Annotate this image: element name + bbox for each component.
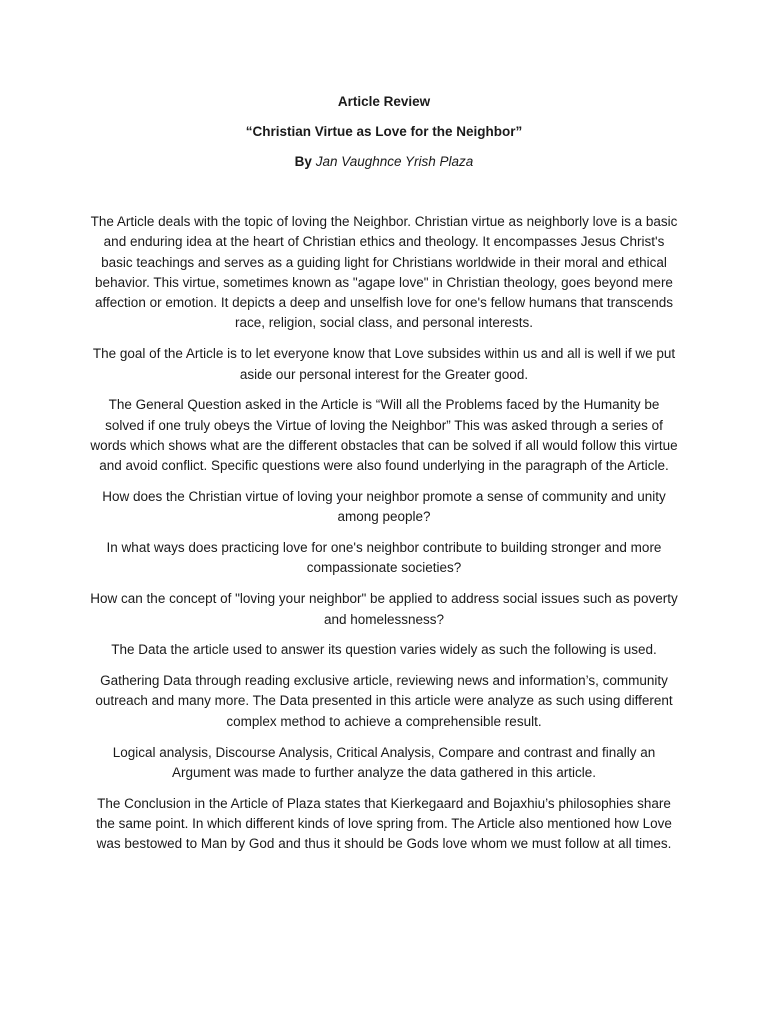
author-name: Jan Vaughnce Yrish Plaza bbox=[315, 154, 474, 169]
byline bbox=[88, 152, 680, 172]
paragraph-general-question: The General Question asked in the Article is “Will all the Problems faced by the Humanity be solved if one truly obeys the Virtue of loving the Neighbor” This was asked through a series of words which shows what are the different obstacles that can be solved if all would follow this virtue and avoid conflict. Specific questions were also found underlying in the paragraph of the Article. bbox=[90, 397, 678, 474]
by-label: By bbox=[294, 154, 312, 169]
document-page bbox=[88, 92, 680, 865]
paragraph-question-3: How can the concept of "loving your neighbor" be applied to address social issues such as poverty and homelessness? bbox=[90, 591, 678, 627]
paragraph-data: The Data the article used to answer its question varies widely as such the following is used. bbox=[111, 642, 657, 658]
paragraph-question-2: In what ways does practicing love for one's neighbor contribute to building stronger and more compassionate societies? bbox=[106, 540, 662, 576]
paragraph-data-gathering: Gathering Data through reading exclusive article, reviewing news and information’s, community outreach and many more. The Data presented in this article were analyze as such using different complex method to achieve a comprehensible result. bbox=[95, 673, 673, 729]
paragraph-question-1: How does the Christian virtue of loving your neighbor promote a sense of community and unity among people? bbox=[102, 489, 666, 525]
article-title: “Christian Virtue as Love for the Neighbor” bbox=[245, 124, 523, 139]
paragraph-conclusion: The Conclusion in the Article of Plaza states that Kierkegaard and Bojaxhiu’s philosophies share the same point. In which different kinds of love spring from. The Article also mentioned how Love was bestowed to Man by God and thus it should be Gods love whom we must follow at all times. bbox=[96, 795, 672, 852]
document-title: Article Review bbox=[337, 94, 431, 109]
paragraph-intro: The Article deals with the topic of loving the Neighbor. Christian virtue as neighborly love is a basic and enduring idea at the heart of Christian ethics and theology. It encompasses Jesus Christ's basic teachings and serves as a guiding light for Christians worldwide in their moral and ethical behavior. This virtue, sometimes known as "agape love" in Christian theology, goes beyond mere affection or emotion. It depicts a deep and unselfish love for one's fellow humans that transcends race, religion, social class, and personal interests. bbox=[90, 214, 678, 331]
paragraph-goal: The goal of the Article is to let everyone know that Love subsides within us and all is well if we put aside our personal interest for the Greater good. bbox=[92, 346, 676, 382]
paragraph-analysis: Logical analysis, Discourse Analysis, Critical Analysis, Compare and contrast and finally an Argument was made to further analyze the data gathered in this article. bbox=[112, 744, 656, 780]
